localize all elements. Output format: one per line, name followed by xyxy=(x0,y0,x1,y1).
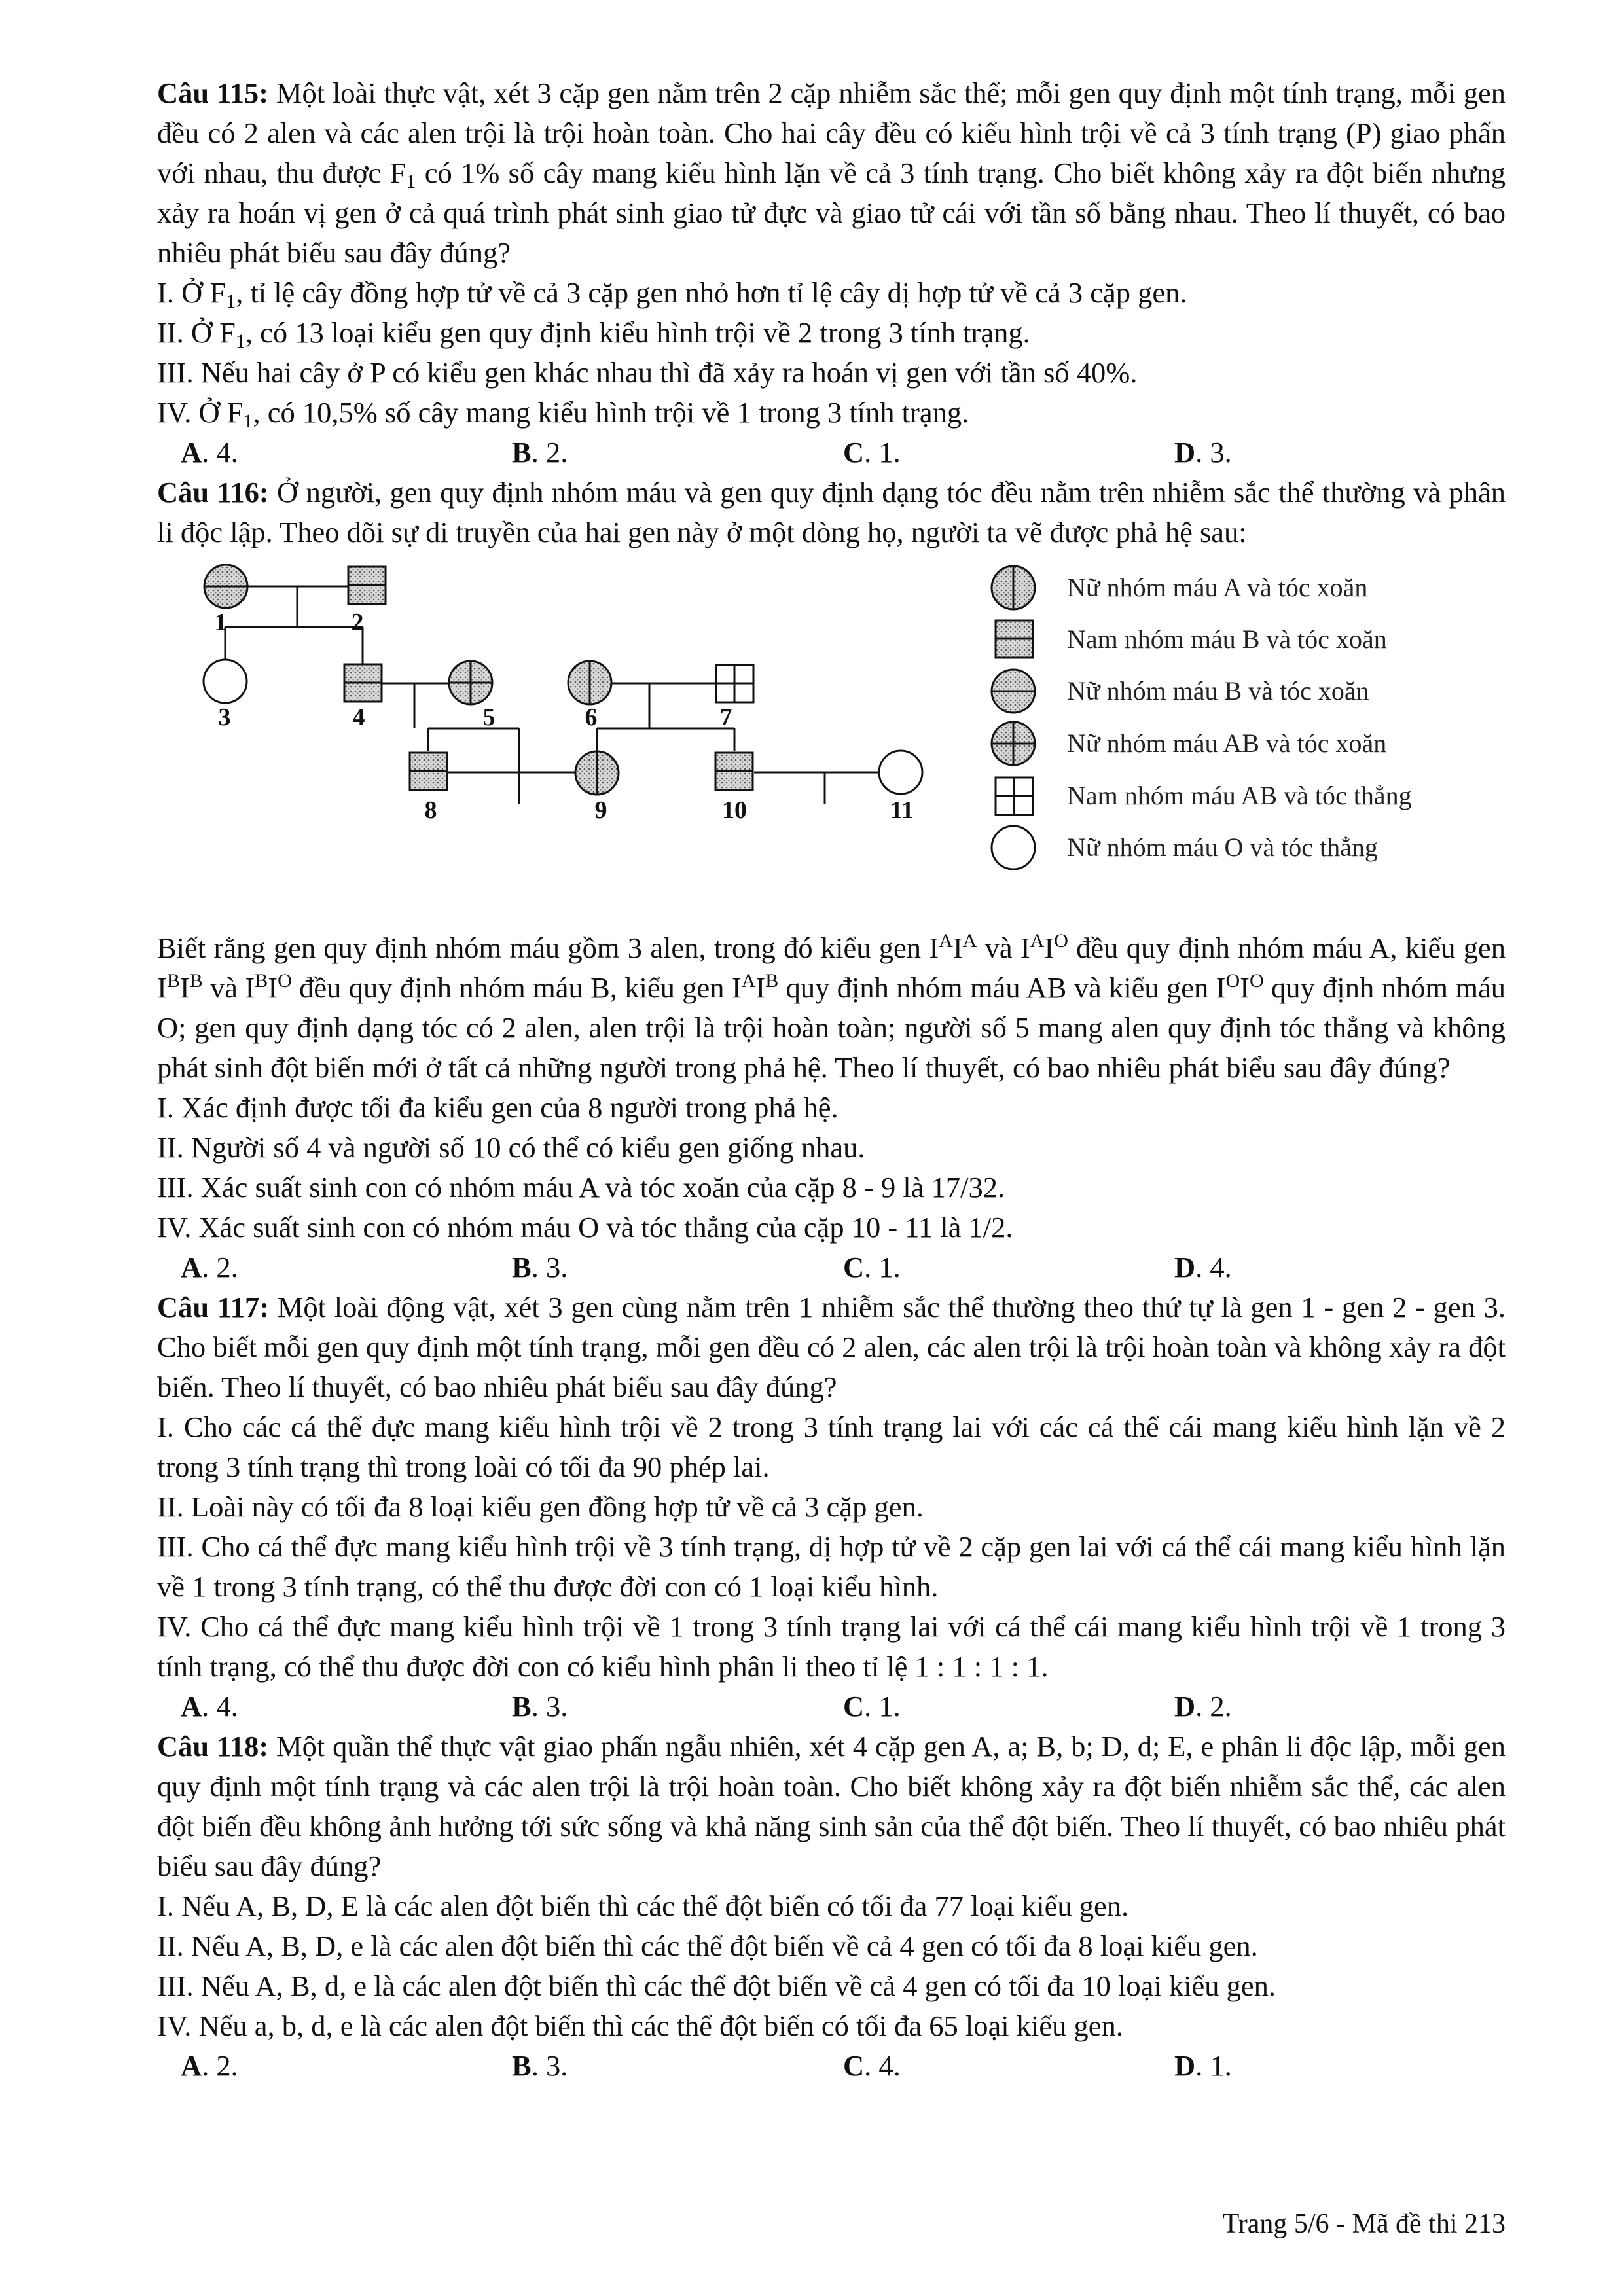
pedigree-label-4: 4 xyxy=(352,704,365,731)
statement-2: II. Nếu A, B, D, e là các alen đột biến thì các thể đột biến về cả 4 gen có tối đa 8 loại kiểu gen. xyxy=(157,1929,1258,1962)
pedigree-diagram xyxy=(157,562,1506,915)
pedigree-person-6 xyxy=(568,661,611,704)
option-a[interactable]: A. 2. xyxy=(181,1251,238,1283)
statement-2: II. Loài này có tối đa 8 loại kiểu gen đồng hợp tử về cả 3 cặp gen. xyxy=(157,1490,924,1523)
statement-1: I. Nếu A, B, D, E là các alen đột biến thì các thể đột biến có tối đa 77 loại kiểu gen. xyxy=(157,1890,1129,1922)
pedigree-person-8 xyxy=(410,753,447,790)
question-117 xyxy=(157,1287,1506,1727)
statement-1: I. Xác định được tối đa kiểu gen của 8 người trong phả hệ. xyxy=(157,1091,839,1124)
statement-3: III. Xác suất sinh con có nhóm máu A và tóc xoăn của cặp 8 - 9 là 17/32. xyxy=(157,1171,1005,1204)
question-115 xyxy=(157,73,1506,473)
statement-3: III. Nếu hai cây ở P có kiểu gen khác nhau thì đã xảy ra hoán vị gen với tần số 40%. xyxy=(157,356,1138,389)
legend-label-4: Nữ nhóm máu AB và tóc xoăn xyxy=(1067,728,1387,758)
pedigree-person-5 xyxy=(449,661,492,704)
pedigree-person-3 xyxy=(204,660,247,703)
answer-options xyxy=(157,1247,1506,1287)
option-d[interactable]: D. 3. xyxy=(1174,436,1232,469)
option-d[interactable]: D. 4. xyxy=(1174,1251,1232,1283)
pedigree-label-7: 7 xyxy=(719,704,732,731)
legend-symbol-female-a-curly xyxy=(992,566,1035,609)
pedigree-label-2: 2 xyxy=(351,609,364,636)
option-a[interactable]: A. 2. xyxy=(181,2049,238,2082)
option-c[interactable]: C. 1. xyxy=(843,1251,901,1283)
answer-options xyxy=(157,433,1506,473)
page-footer: Trang 5/6 - Mã đề thi 213 xyxy=(1222,2209,1506,2239)
pedigree-person-9 xyxy=(575,751,619,795)
pedigree-person-2 xyxy=(348,567,386,604)
option-b[interactable]: B. 2. xyxy=(512,436,568,469)
pedigree-label-6: 6 xyxy=(585,704,598,731)
pedigree-label-10: 10 xyxy=(722,797,747,824)
answer-options xyxy=(157,2046,1506,2086)
pedigree-person-11 xyxy=(879,751,922,794)
statement-4: IV. Nếu a, b, d, e là các alen đột biến thì các thể đột biến có tối đa 65 loại kiểu gen. xyxy=(157,2009,1123,2042)
legend-symbol-female-b-curly xyxy=(992,670,1035,713)
question-115-label: Câu 115: xyxy=(157,77,269,109)
pedigree-person-1 xyxy=(204,565,247,608)
pedigree-person-10 xyxy=(715,753,753,790)
answer-options xyxy=(157,1687,1506,1727)
pedigree-label-8: 8 xyxy=(424,797,437,824)
legend-symbol-female-o-straight xyxy=(992,826,1035,869)
option-a[interactable]: A. 4. xyxy=(181,436,238,469)
legend-label-3: Nữ nhóm máu B và tóc xoăn xyxy=(1067,676,1369,706)
legend-label-5: Nam nhóm máu AB và tóc thẳng xyxy=(1067,781,1412,810)
question-117-stem: Câu 117: Một loài động vật, xét 3 gen cùng nằm trên 1 nhiễm sắc thể thường theo thứ tự là gen 1 - gen 2 - gen 3. Cho biết mỗi gen quy định một tính trạng, mỗi gen đều có 2 alen, các alen trội là trội hoàn toàn và không xảy ra đột biến. Theo lí thuyết, có bao nhiêu phát biểu sau đây đúng? xyxy=(157,1291,1506,1403)
question-117-label: Câu 117: xyxy=(157,1291,270,1323)
option-c[interactable]: C. 1. xyxy=(843,436,901,469)
option-b[interactable]: B. 3. xyxy=(512,1251,568,1283)
legend-label-6: Nữ nhóm máu O và tóc thẳng xyxy=(1067,833,1378,862)
option-a[interactable]: A. 4. xyxy=(181,1690,238,1723)
option-c[interactable]: C. 4. xyxy=(843,2049,901,2082)
pedigree-person-7 xyxy=(716,665,753,702)
option-b[interactable]: B. 3. xyxy=(512,1690,568,1723)
pedigree-label-11: 11 xyxy=(890,797,914,824)
pedigree-person-4 xyxy=(344,664,382,702)
statement-1: I. Ở $F_1$, tỉ lệ cây đồng hợp tử về cả 3 cặp gen nhỏ hơn tỉ lệ cây dị hợp tử về cả 3 cặp gen. xyxy=(157,276,1187,312)
statement-4: IV. Ở $F_1$, có 10,5% số cây mang kiểu hình trội về 1 trong 3 tính trạng. xyxy=(157,396,969,432)
legend-label-2: Nam nhóm máu B và tóc xoăn xyxy=(1067,624,1387,654)
question-116-stem: Câu 116: Ở người, gen quy định nhóm máu và gen quy định dạng tóc đều nằm trên nhiễm sắc thể thường và phân li độc lập. Theo dõi sự di truyền của hai gen này ở một dòng họ, người ta vẽ được phả hệ sau: xyxy=(157,476,1506,548)
pedigree-label-9: 9 xyxy=(594,797,607,824)
option-b[interactable]: B. 3. xyxy=(512,2049,568,2082)
statement-4: IV. Xác suất sinh con có nhóm máu O và tóc thẳng của cặp 10 - 11 là 1/2. xyxy=(157,1211,1013,1244)
question-118-label: Câu 118: xyxy=(157,1730,269,1763)
statement-1: I. Cho các cá thể đực mang kiểu hình trội về 2 trong 3 tính trạng lai với các cá thể cái mang kiểu hình lặn về 2 trong 3 tính trạng thì trong loài có tối đa 90 phép lai. xyxy=(157,1410,1506,1483)
statement-4: IV. Cho cá thể đực mang kiểu hình trội về 1 trong 3 tính trạng lai với cá thể cái mang kiểu hình trội về 1 trong 3 tính trạng, có thể thu được đời con có kiểu hình phân li theo tỉ lệ 1 : 1 : 1 : 1. xyxy=(157,1610,1506,1683)
pedigree-label-1: 1 xyxy=(214,609,227,636)
question-116 xyxy=(157,473,1506,1287)
legend-label-1: Nữ nhóm máu A và tóc xoăn xyxy=(1067,573,1368,602)
pedigree-label-3: 3 xyxy=(218,704,231,731)
option-c[interactable]: C. 1. xyxy=(843,1690,901,1723)
option-d[interactable]: D. 2. xyxy=(1174,1690,1232,1723)
question-118 xyxy=(157,1727,1506,2086)
question-116-genetics-text: Biết rằng gen quy định nhóm máu gồm 3 alen, trong đó kiểu gen $I^AI^A$ và $I^AI^O$ đều quy định nhóm máu A, kiểu gen $I^BI^B$ và $I^BI^O$ đều quy định nhóm máu B, kiểu gen $I^AI^B$ quy định nhóm máu AB và kiểu gen $I^OI^O$ quy định nhóm máu O; gen quy định dạng tóc có 2 alen, alen trội là trội hoàn toàn; người số 5 mang alen quy định tóc thẳng và không phát sinh đột biến mới ở tất cả những người trong phả hệ. Theo lí thuyết, có bao nhiêu phát biểu sau đây đúng? xyxy=(157,930,1506,1084)
question-115-stem: Câu 115: Một loài thực vật, xét 3 cặp gen nằm trên 2 cặp nhiễm sắc thể; mỗi gen quy định một tính trạng, mỗi gen đều có 2 alen và các alen trội là trội hoàn toàn. Cho hai cây đều có kiểu hình trội về cả 3 tính trạng (P) giao phấn với nhau, thu được $F_1$ có 1% số cây mang kiểu hình lặn về cả 3 tính trạng. Cho biết không xảy ra đột biến nhưng xảy ra hoán vị gen ở cả quá trình phát sinh giao tử đực và giao tử cái với tần số bằng nhau. Theo lí thuyết, có bao nhiêu phát biểu sau đây đúng? xyxy=(157,77,1506,269)
question-118-stem: Câu 118: Một quần thể thực vật giao phấn ngẫu nhiên, xét 4 cặp gen A, a; B, b; D, d; E, e phân li độc lập, mỗi gen quy định một tính trạng và các alen trội là trội hoàn toàn. Cho biết không xảy ra đột biến nhiễm sắc thể, các alen đột biến đều không ảnh hưởng tới sức sống và khả năng sinh sản của thể đột biến. Theo lí thuyết, có bao nhiêu phát biểu sau đây đúng? xyxy=(157,1730,1506,1882)
exam-page xyxy=(157,73,1506,2086)
statement-3: III. Cho cá thể đực mang kiểu hình trội về 3 tính trạng, dị hợp tử về 2 cặp gen lai với cá thể cái mang kiểu hình lặn về 1 trong 3 tính trạng, có thể thu được đời con có 1 loại kiểu hình. xyxy=(157,1530,1506,1603)
option-d[interactable]: D. 1. xyxy=(1174,2049,1232,2082)
legend-symbol-male-b-curly xyxy=(996,620,1033,658)
pedigree-svg xyxy=(157,562,1506,915)
statement-2: II. Người số 4 và người số 10 có thể có kiểu gen giống nhau. xyxy=(157,1131,865,1164)
question-116-label: Câu 116: xyxy=(157,476,269,509)
statement-2: II. Ở $F_1$, có 13 loại kiểu gen quy định kiểu hình trội về 2 trong 3 tính trạng. xyxy=(157,316,1030,352)
pedigree-label-5: 5 xyxy=(482,704,496,731)
legend-symbol-male-ab-straight xyxy=(996,778,1033,815)
legend-symbol-female-ab-curly xyxy=(992,722,1035,765)
statement-3: III. Nếu A, B, d, e là các alen đột biến thì các thể đột biến về cả 4 gen có tối đa 10 loại kiểu gen. xyxy=(157,1969,1276,2002)
